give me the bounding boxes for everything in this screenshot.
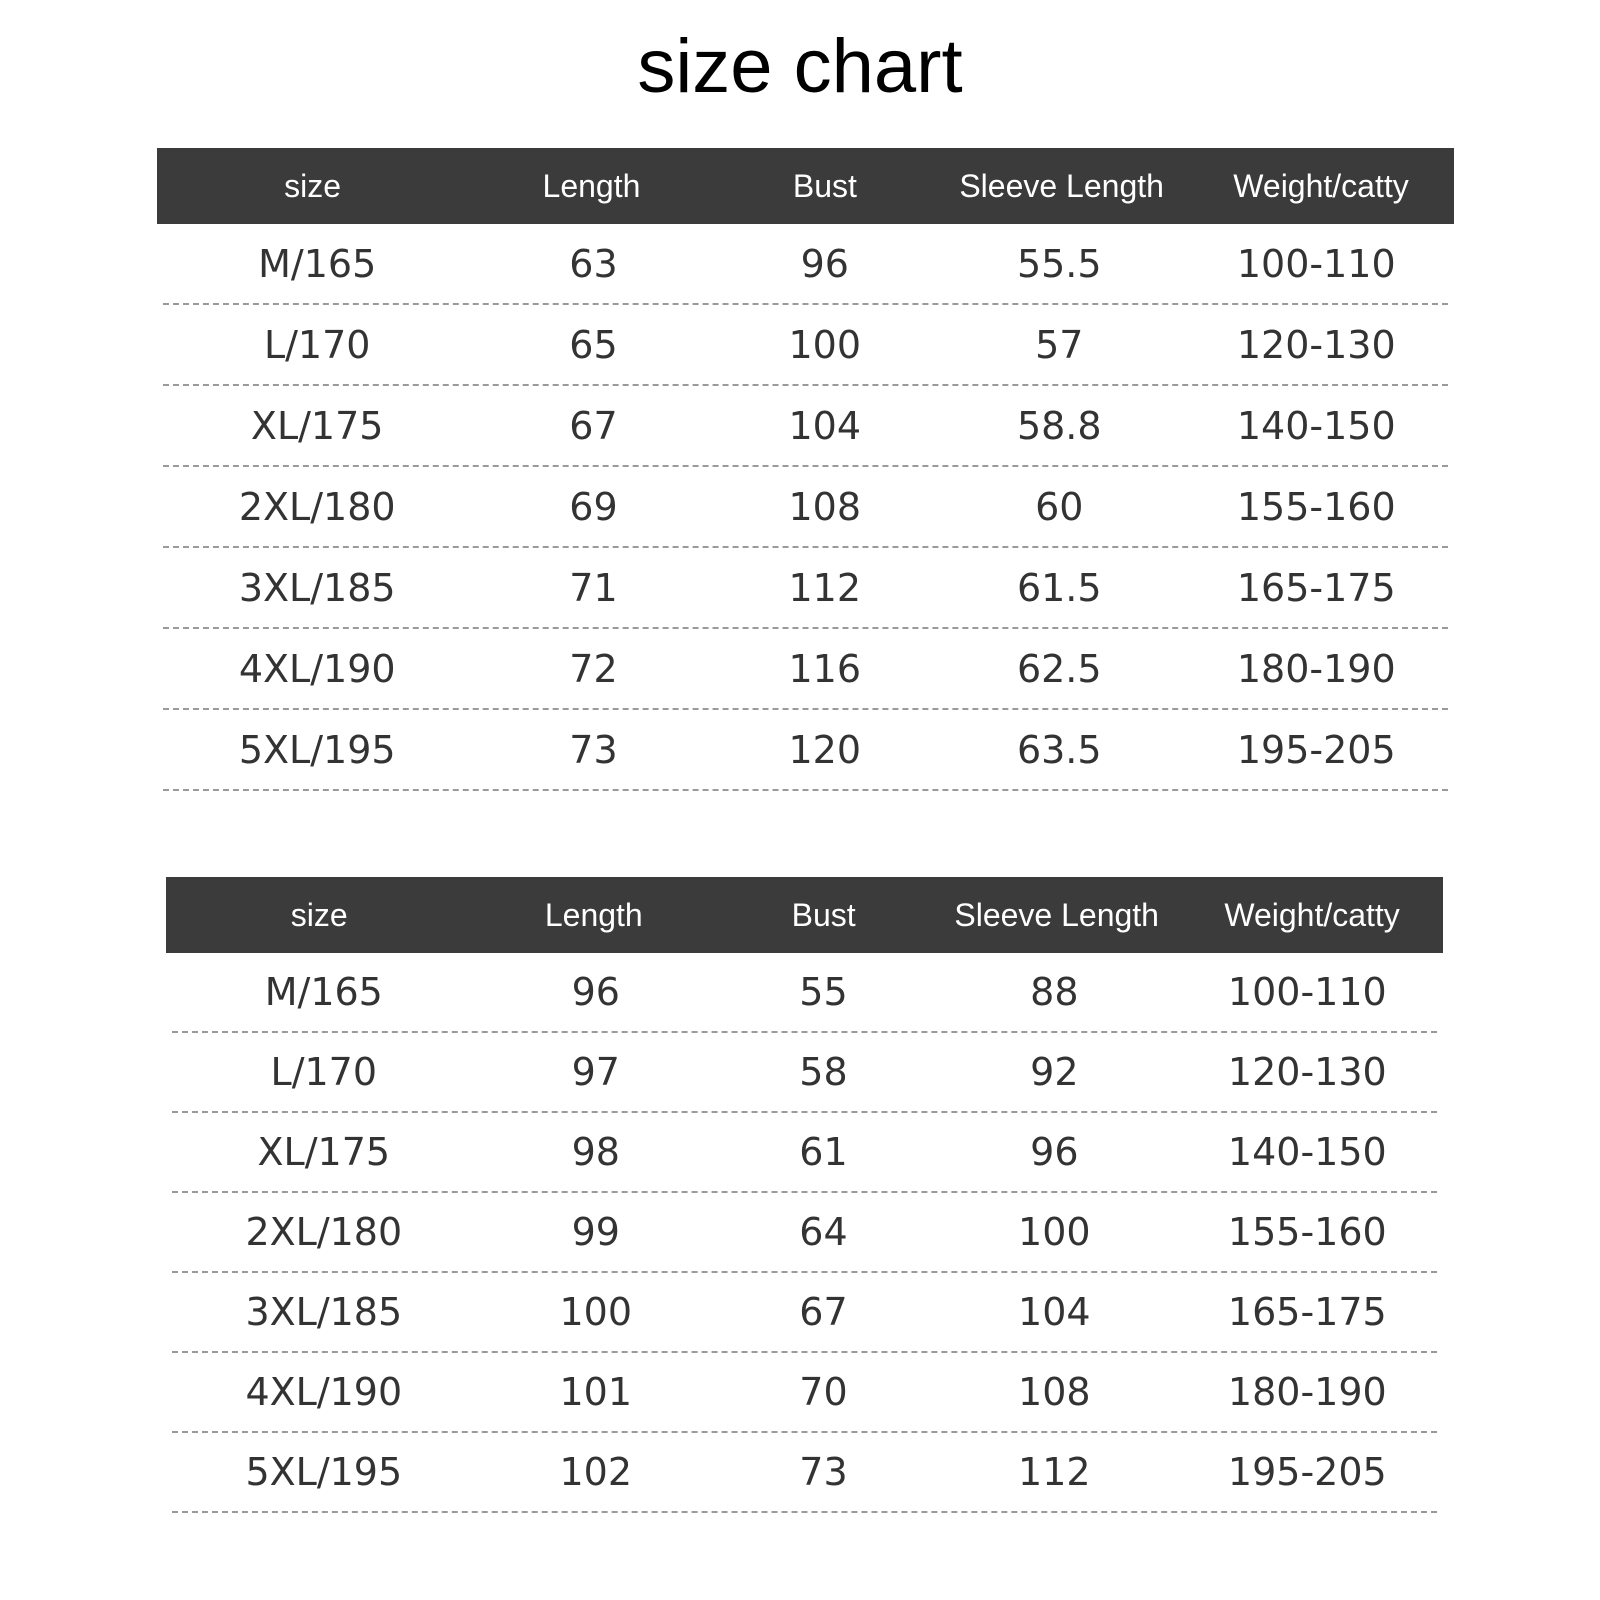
value-cell: 104 <box>1018 1290 1091 1334</box>
value-cell: 57 <box>1035 322 1084 367</box>
value-cell: 96 <box>1030 1130 1079 1174</box>
table-row <box>172 1033 1437 1113</box>
table-row <box>172 1193 1437 1273</box>
table-row <box>172 1433 1437 1513</box>
value-cell: 63 <box>569 241 618 286</box>
size-cell: 2XL/180 <box>238 484 396 529</box>
table-row <box>163 224 1448 305</box>
page-title: size chart <box>637 24 963 109</box>
value-cell: 98 <box>571 1130 620 1174</box>
value-cell: 58 <box>799 1050 848 1094</box>
column-header: Bust <box>792 167 857 204</box>
column-header: Sleeve Length <box>959 167 1164 204</box>
value-cell: 96 <box>800 241 849 286</box>
column-header: Length <box>542 167 641 204</box>
column-header: size <box>284 167 342 204</box>
value-cell: 70 <box>799 1370 848 1414</box>
table-row <box>163 386 1448 467</box>
value-cell: 120-130 <box>1236 322 1396 367</box>
value-cell: 120-130 <box>1227 1050 1387 1094</box>
value-cell: 63.5 <box>1016 727 1102 772</box>
value-cell: 100 <box>559 1290 633 1334</box>
size-cell: XL/175 <box>257 1130 391 1174</box>
table-header <box>166 877 1443 953</box>
size-cell: 5XL/195 <box>238 727 396 772</box>
size-cell: M/165 <box>264 970 383 1014</box>
value-cell: 97 <box>571 1050 620 1094</box>
column-header: Sleeve Length <box>954 896 1159 933</box>
value-cell: 195-205 <box>1227 1450 1387 1494</box>
value-cell: 69 <box>569 484 618 529</box>
value-cell: 165-175 <box>1227 1290 1387 1334</box>
value-cell: 60 <box>1035 484 1084 529</box>
size-cell: L/170 <box>263 322 371 367</box>
table-row <box>172 1273 1437 1353</box>
size-cell: 2XL/180 <box>245 1210 403 1254</box>
table-row <box>172 1353 1437 1433</box>
size-table-2 <box>166 877 1443 1513</box>
size-cell: 4XL/190 <box>245 1370 403 1414</box>
size-cell: 3XL/185 <box>238 565 396 610</box>
value-cell: 88 <box>1030 970 1079 1014</box>
value-cell: 61.5 <box>1016 565 1102 610</box>
value-cell: 55.5 <box>1016 241 1102 286</box>
size-cell: M/165 <box>258 241 377 286</box>
value-cell: 112 <box>1018 1450 1091 1494</box>
value-cell: 96 <box>571 970 620 1014</box>
table-row <box>163 305 1448 386</box>
value-cell: 140-150 <box>1236 403 1396 448</box>
value-cell: 104 <box>788 403 862 448</box>
value-cell: 73 <box>799 1450 848 1494</box>
value-cell: 92 <box>1030 1050 1079 1094</box>
value-cell: 155-160 <box>1236 484 1396 529</box>
value-cell: 65 <box>569 322 618 367</box>
table-row <box>163 467 1448 548</box>
table-row <box>172 1113 1437 1193</box>
value-cell: 58.8 <box>1016 403 1102 448</box>
value-cell: 71 <box>569 565 618 610</box>
value-cell: 180-190 <box>1236 646 1396 691</box>
value-cell: 108 <box>1018 1370 1091 1414</box>
value-cell: 116 <box>788 646 862 691</box>
value-cell: 100-110 <box>1236 241 1396 286</box>
value-cell: 120 <box>788 727 862 772</box>
value-cell: 108 <box>788 484 862 529</box>
column-header: size <box>290 896 348 933</box>
size-cell: XL/175 <box>250 403 384 448</box>
value-cell: 140-150 <box>1227 1130 1387 1174</box>
value-cell: 72 <box>569 646 618 691</box>
value-cell: 73 <box>569 727 618 772</box>
value-cell: 100 <box>788 322 862 367</box>
table-row <box>163 629 1448 710</box>
column-header: Weight/catty <box>1233 167 1409 204</box>
value-cell: 101 <box>559 1370 633 1414</box>
value-cell: 112 <box>788 565 862 610</box>
value-cell: 61 <box>799 1130 848 1174</box>
value-cell: 180-190 <box>1227 1370 1387 1414</box>
value-cell: 62.5 <box>1016 646 1102 691</box>
column-header: Weight/catty <box>1224 896 1400 933</box>
value-cell: 100 <box>1018 1210 1091 1254</box>
value-cell: 100-110 <box>1227 970 1387 1014</box>
table-header <box>157 148 1454 224</box>
size-cell: 4XL/190 <box>238 646 396 691</box>
value-cell: 195-205 <box>1236 727 1396 772</box>
size-cell: 5XL/195 <box>245 1450 403 1494</box>
value-cell: 55 <box>799 970 848 1014</box>
table-row <box>163 548 1448 629</box>
size-cell: L/170 <box>270 1050 378 1094</box>
value-cell: 64 <box>799 1210 848 1254</box>
column-header: Length <box>544 896 643 933</box>
size-table-1 <box>157 148 1454 791</box>
value-cell: 67 <box>799 1290 848 1334</box>
value-cell: 155-160 <box>1227 1210 1387 1254</box>
value-cell: 165-175 <box>1236 565 1396 610</box>
value-cell: 99 <box>571 1210 620 1254</box>
value-cell: 102 <box>559 1450 633 1494</box>
table-row <box>163 710 1448 791</box>
value-cell: 67 <box>569 403 618 448</box>
size-cell: 3XL/185 <box>245 1290 403 1334</box>
table-row <box>172 953 1437 1033</box>
column-header: Bust <box>791 896 856 933</box>
